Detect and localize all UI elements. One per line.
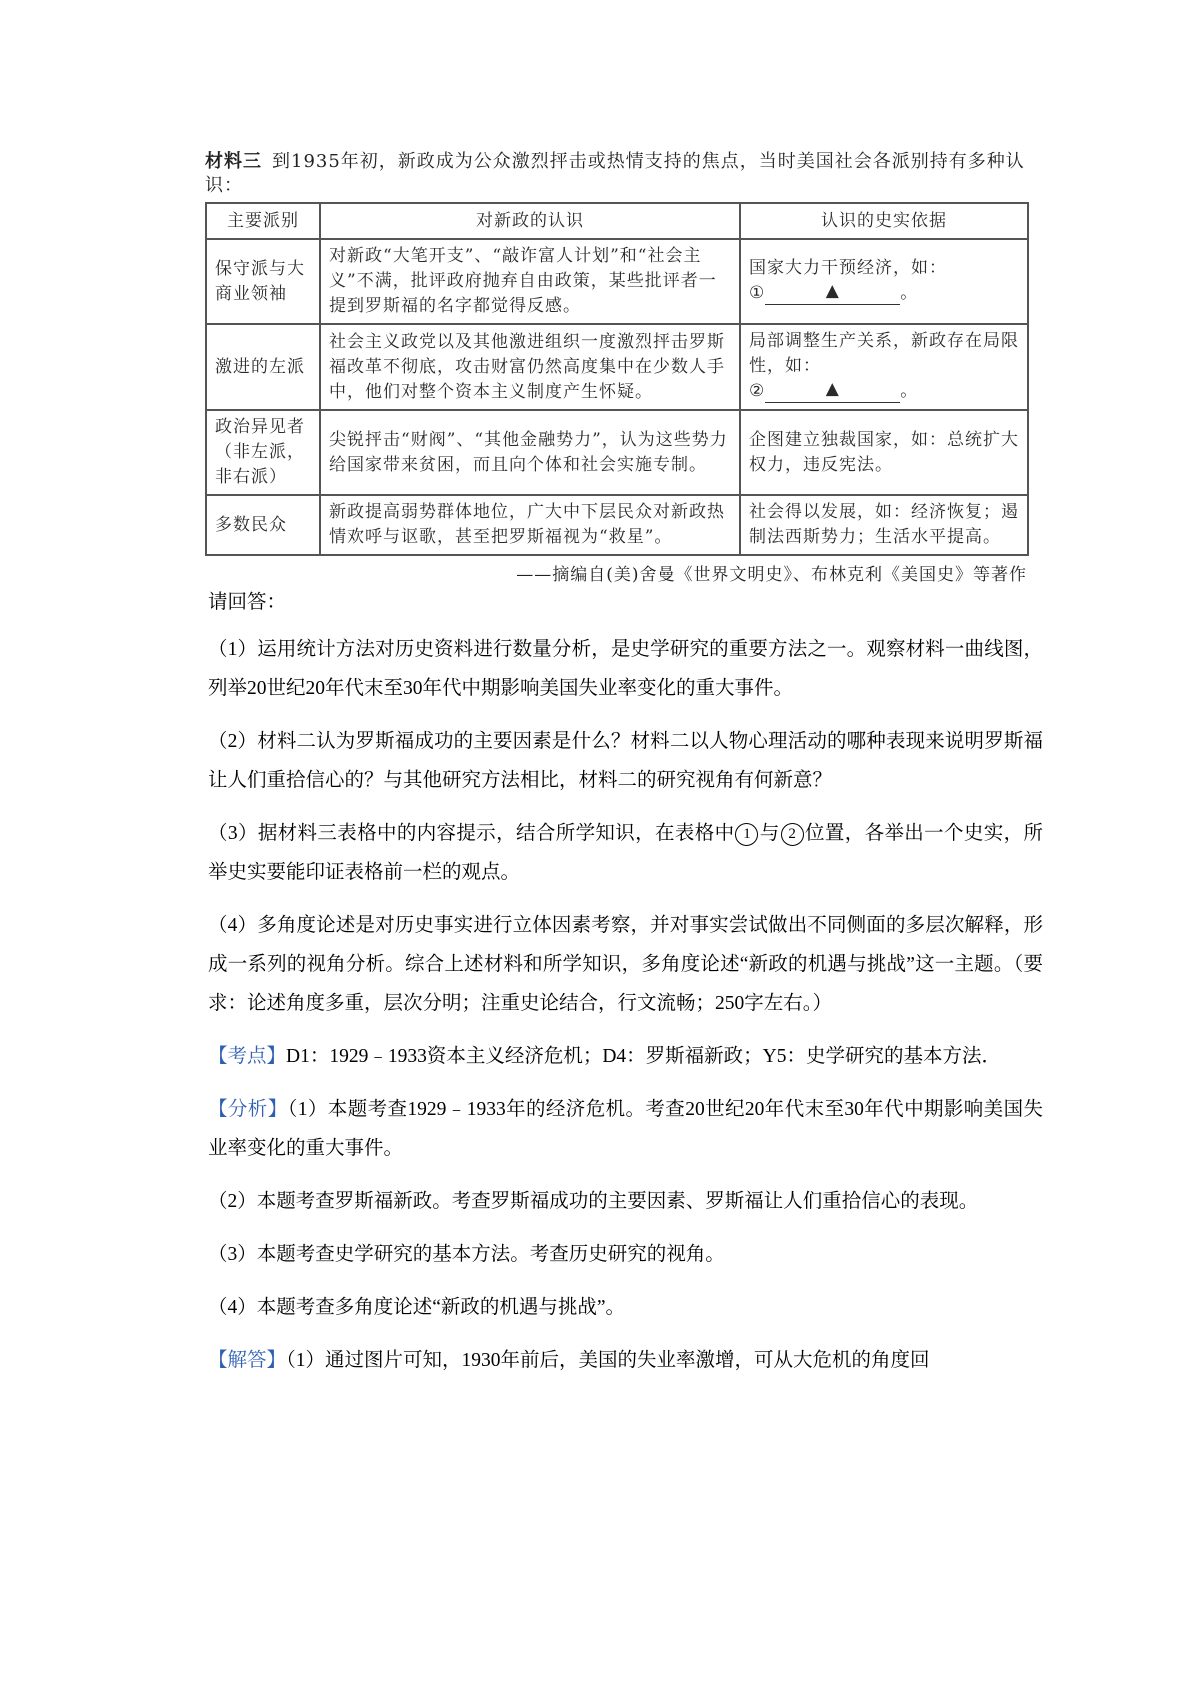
kaodian-tag: 【考点】 bbox=[208, 1046, 287, 1067]
faction-cell: 政治异见者（非左派，非右派） bbox=[206, 410, 320, 495]
question-3-text-b: 与 bbox=[759, 823, 780, 844]
material-intro bbox=[205, 150, 1027, 198]
view-cell: 尖锐抨击“财阀”、“其他金融势力”，认为这些势力给国家带来贫困，而且向个体和社会实施专制。 bbox=[320, 410, 740, 495]
answer-blank-1 bbox=[765, 279, 900, 305]
fenxi-tag: 【分析】 bbox=[208, 1099, 288, 1120]
evidence-cell bbox=[740, 239, 1028, 324]
question-4: （4）多角度论述是对历史事实进行立体因素考察，并对事实尝试做出不同侧面的多层次解释，形成一系列的视角分析。综合上述材料和所学知识，多角度论述“新政的机遇与挑战”这一主题。（要求：论述角度多重，层次分明；注重史论结合，行文流畅；250字左右。） bbox=[208, 915, 1043, 1014]
answer-blank-2 bbox=[765, 377, 900, 403]
question-3-text-a: （3）据材料三表格中的内容提示，结合所学知识，在表格中 bbox=[208, 823, 735, 844]
table-row bbox=[206, 495, 1028, 555]
header-evidence: 认识的史实依据 bbox=[740, 203, 1028, 239]
material-three bbox=[205, 150, 1027, 585]
question-3 bbox=[208, 814, 1043, 892]
material-table bbox=[205, 202, 1029, 556]
circled-number-2: 2 bbox=[781, 823, 804, 846]
evidence-cell: 社会得以发展，如：经济恢复；遏制法西斯势力；生活水平提高。 bbox=[740, 495, 1028, 555]
kaodian-text: D1：1929﹣1933资本主义经济危机；D4：罗斯福新政；Y5：史学研究的基本方法． bbox=[286, 1046, 1002, 1067]
fenxi-text-3: （3）本题考查史学研究的基本方法。考查历史研究的视角。 bbox=[208, 1244, 725, 1265]
faction-cell: 多数民众 bbox=[206, 495, 320, 555]
fenxi-paragraph bbox=[208, 1090, 1043, 1168]
question-3-text-c: 位置，各举出一个史实，所举史实要能印证表格前一栏的观点。 bbox=[208, 823, 1043, 883]
blank-end: 。 bbox=[900, 381, 919, 401]
jieda-paragraph bbox=[208, 1341, 1043, 1380]
circled-number-1: 1 bbox=[735, 823, 758, 846]
table-row bbox=[206, 410, 1028, 495]
table-row bbox=[206, 324, 1028, 410]
material-source: ——摘编自(美)舍曼《世界文明史》、布林克利《美国史》等著作 bbox=[516, 565, 1027, 585]
evidence-cell: 企图建立独裁国家，如：总统扩大权力，违反宪法。 bbox=[740, 410, 1028, 495]
blank-number: ② bbox=[749, 381, 766, 401]
header-view: 对新政的认识 bbox=[320, 203, 740, 239]
view-cell: 对新政“大笔开支”、“敲诈富人计划”和“社会主义”不满，批评政府抛弃自由政策，某些批评者一提到罗斯福的名字都觉得反感。 bbox=[320, 239, 740, 324]
faction-cell: 保守派与大商业领袖 bbox=[206, 239, 320, 324]
evidence-text: 国家大力干预经济，如： bbox=[749, 258, 947, 278]
question-2: （2）材料二认为罗斯福成功的主要因素是什么？材料二以人物心理活动的哪种表现来说明罗斯福让人们重拾信心的？与其他研究方法相比，材料二的研究视角有何新意？ bbox=[208, 731, 1043, 791]
evidence-text: 局部调整生产关系，新政存在局限性，如： bbox=[749, 331, 1019, 376]
evidence-cell bbox=[740, 324, 1028, 410]
jieda-tag: 【解答】 bbox=[208, 1350, 287, 1371]
table-header-row bbox=[206, 203, 1028, 239]
material-intro-text: 到1935年初，新政成为公众激烈抨击或热情支持的焦点，当时美国社会各派别持有多种认识： bbox=[205, 151, 1025, 196]
fenxi-text-4: （4）本题考查多角度论述“新政的机遇与挑战”。 bbox=[208, 1297, 626, 1318]
view-cell: 新政提高弱势群体地位，广大中下层民众对新政热情欢呼与讴歌，甚至把罗斯福视为“救星”。 bbox=[320, 495, 740, 555]
blank-end: 。 bbox=[900, 283, 919, 303]
view-cell: 社会主义政党以及其他激进组织一度激烈抨击罗斯福改革不彻底，攻击财富仍然高度集中在少数人手中，他们对整个资本主义制度产生怀疑。 bbox=[320, 324, 740, 410]
kaodian-paragraph bbox=[208, 1037, 1043, 1076]
question-answer-section bbox=[208, 583, 1043, 1394]
jieda-text: （1）通过图片可知，1930年前后，美国的失业率激增，可从大危机的角度回 bbox=[286, 1350, 930, 1371]
triangle-icon: ▲ bbox=[825, 379, 840, 399]
material-label: 材料三 bbox=[205, 151, 262, 172]
blank-number: ① bbox=[749, 283, 766, 303]
header-faction: 主要派别 bbox=[206, 203, 320, 239]
table-row bbox=[206, 239, 1028, 324]
question-1: （1）运用统计方法对历史资料进行数量分析，是史学研究的重要方法之一。观察材料一曲线图，列举20世纪20年代末至30年代中期影响美国失业率变化的重大事件。 bbox=[208, 639, 1043, 699]
triangle-icon: ▲ bbox=[825, 281, 840, 301]
answer-prompt: 请回答： bbox=[208, 592, 287, 613]
fenxi-text-1: （1）本题考查1929﹣1933年的经济危机。考查20世纪20年代末至30年代中期影响美国失业率变化的重大事件。 bbox=[208, 1099, 1043, 1159]
faction-cell: 激进的左派 bbox=[206, 324, 320, 410]
fenxi-text-2: （2）本题考查罗斯福新政。考查罗斯福成功的主要因素、罗斯福让人们重拾信心的表现。 bbox=[208, 1191, 979, 1212]
